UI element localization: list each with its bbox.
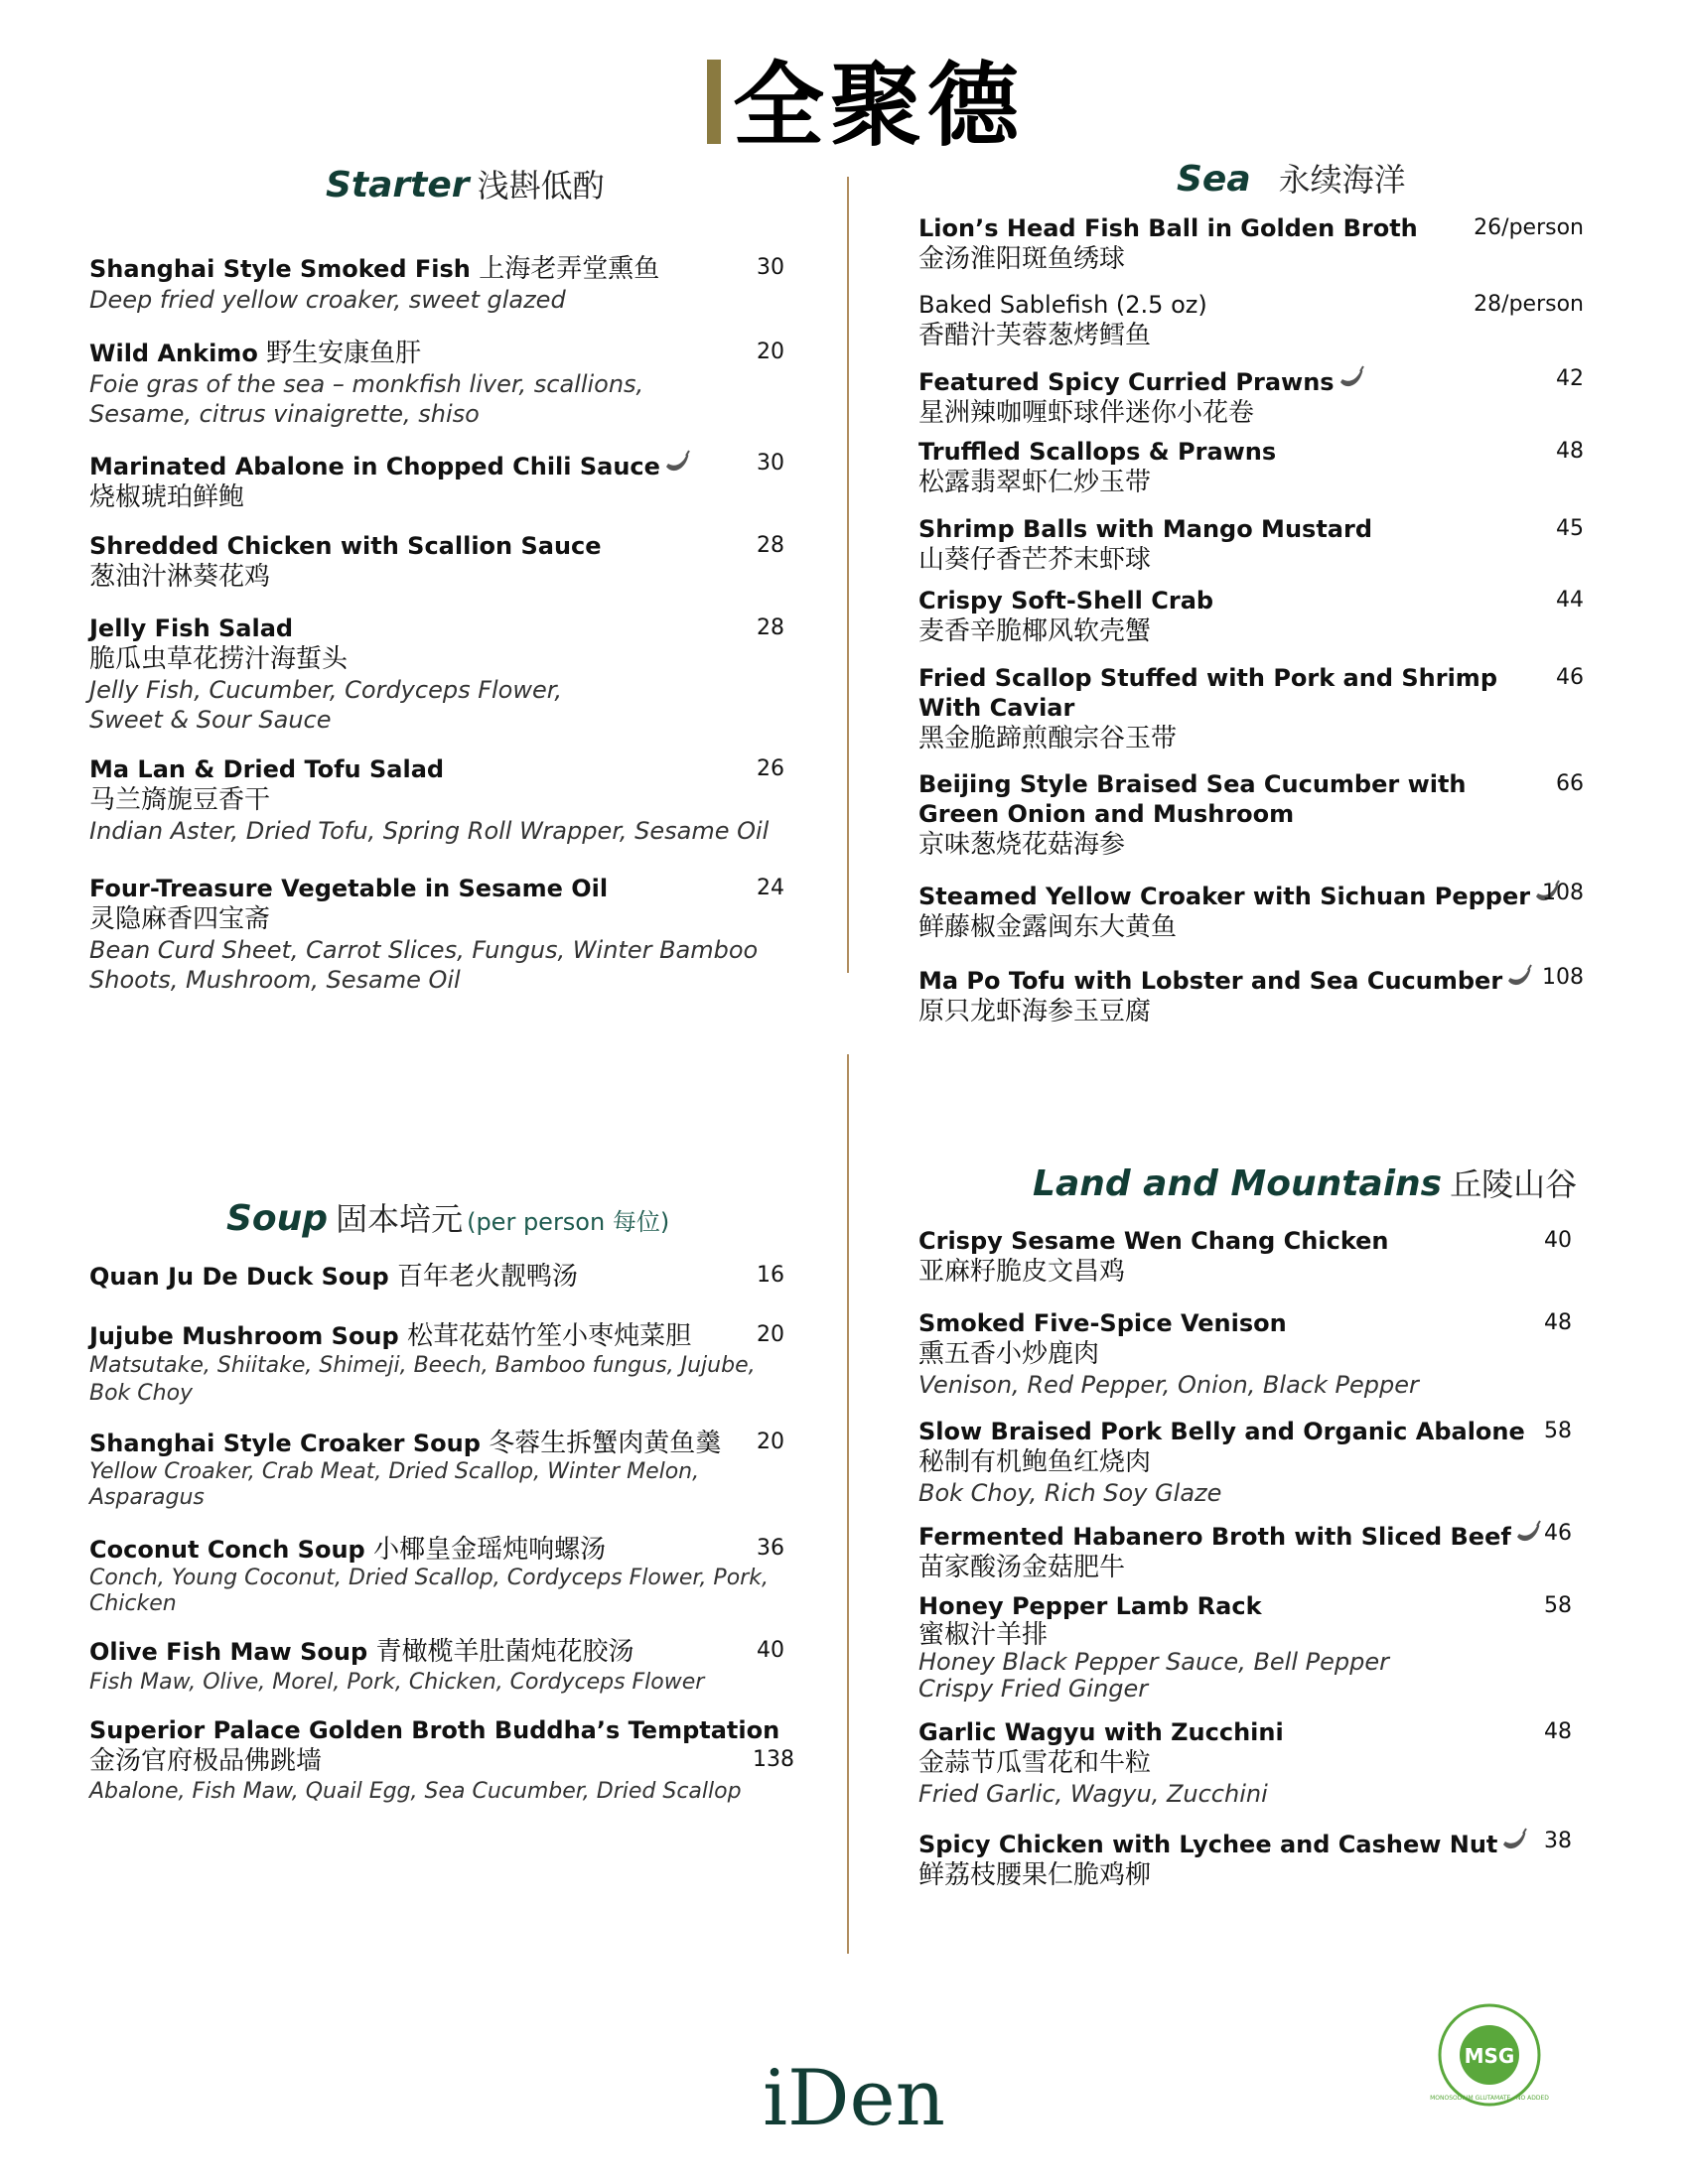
item-price: 24 xyxy=(757,876,784,900)
menu-item: Olive Fish Maw Soup 青橄榄羊肚菌炖花胶汤 Fish Maw, Olive, Morel, Pork, Chicken, Cordyceps Flower 40 xyxy=(89,1637,784,1695)
item-price: 40 xyxy=(757,1638,784,1663)
svg-text:MONOSODIUM GLUTAMATE · NO ADDE: MONOSODIUM GLUTAMATE · NO ADDED xyxy=(1430,2095,1549,2102)
land-title xyxy=(1033,1163,1577,1204)
menu-item: Shrimp Balls with Mango Mustard 山葵仔香芒芥末虾球 45 xyxy=(918,515,1584,575)
no-msg-badge xyxy=(1430,2000,1549,2110)
land-title-en: Land and Mountains xyxy=(1033,1163,1443,1204)
soup-title-en: Soup xyxy=(226,1198,329,1239)
item-price: 26 xyxy=(757,756,784,781)
soup-title-zh: 固本培元 xyxy=(336,1200,464,1238)
chili-pepper-icon xyxy=(1513,1519,1543,1549)
menu-item: Fermented Habanero Broth with Sliced Beef 苗家酸汤金菇肥牛 46 xyxy=(918,1521,1572,1582)
starter-title xyxy=(326,165,605,205)
item-price: 20 xyxy=(757,340,784,364)
iden-logo-graphic xyxy=(763,2035,945,2144)
menu-item: Shanghai Style Smoked Fish 上海老弄堂熏鱼 Deep fried yellow croaker, sweet glazed 30 xyxy=(89,254,784,314)
item-price: 16 xyxy=(757,1263,784,1288)
menu-item: Marinated Abalone in Chopped Chili Sauce 烧椒琥珀鲜鲍 30 xyxy=(89,451,784,512)
menu-item: Honey Pepper Lamb Rack 蜜椒汁羊排 Honey Black Pepper Sauce, Bell Pepper Crispy Fried Ginger 58 xyxy=(918,1592,1572,1703)
menu-item: Smoked Five-Spice Venison 熏五香小炒鹿肉 Venison, Red Pepper, Onion, Black Pepper 48 xyxy=(918,1309,1572,1399)
sea-title-zh: 永续海洋 xyxy=(1278,161,1406,199)
menu-item: Truffled Scallops & Prawns 松露翡翠虾仁炒玉带 48 xyxy=(918,438,1584,497)
item-price: 42 xyxy=(1556,366,1584,391)
logo-seal-bar xyxy=(707,60,721,144)
land-title-zh: 丘陵山谷 xyxy=(1450,1165,1578,1203)
item-price: 28 xyxy=(757,615,784,640)
menu-item: Shredded Chicken with Scallion Sauce 葱油汁淋葵花鸡 28 xyxy=(89,532,784,592)
menu-item: Lion’s Head Fish Ball in Golden Broth 金汤淮阳斑鱼绣球 26/person xyxy=(918,214,1584,274)
item-price: 48 xyxy=(1544,1310,1572,1335)
item-price: 138 xyxy=(753,1747,794,1772)
item-price: 30 xyxy=(757,255,784,280)
item-price: 38 xyxy=(1544,1829,1572,1853)
item-price: 46 xyxy=(1556,665,1584,690)
menu-item: Coconut Conch Soup 小椰皇金瑶炖响螺汤 Conch, Young Coconut, Dried Scallop, Cordyceps Flower, Pork, Chicken 36 xyxy=(89,1535,784,1616)
menu-item: Baked Sablefish (2.5 oz) 香醋汁芙蓉葱烤鳕鱼 28/person xyxy=(918,291,1584,350)
svg-text:iDen: iDen xyxy=(763,2054,945,2143)
menu-item: Jujube Mushroom Soup 松茸花菇竹笙小枣炖菜胆 Matsutake, Shiitake, Shimeji, Beech, Bamboo fungus, Jujube, Bok Choy 20 xyxy=(89,1321,784,1406)
menu-item: Slow Braised Pork Belly and Organic Abalone 秘制有机鲍鱼红烧肉 Bok Choy, Rich Soy Glaze 58 xyxy=(918,1418,1572,1507)
menu-item: Superior Palace Golden Broth Buddha’s Temptation 金汤官府极品佛跳墙 Abalone, Fish Maw, Quail Egg, Sea Cucumber, Dried Scallop 138 xyxy=(89,1716,794,1804)
chili-pepper-icon xyxy=(1504,963,1534,993)
item-description: Deep fried yellow croaker, sweet glazed xyxy=(89,286,566,314)
soup-title xyxy=(226,1198,669,1239)
item-price: 58 xyxy=(1544,1593,1572,1618)
menu-item: Crispy Sesame Wen Chang Chicken 亚麻籽脆皮文昌鸡 40 xyxy=(918,1227,1572,1287)
menu-item: Fried Scallop Stuffed with Pork and Shrimp With Caviar 黑金脆蹄煎酿宗谷玉带 46 xyxy=(918,664,1584,753)
item-price: 45 xyxy=(1556,516,1584,541)
item-price: 66 xyxy=(1556,771,1584,796)
item-price: 40 xyxy=(1544,1228,1572,1253)
logo-text: 全聚德 xyxy=(733,52,1026,159)
item-price: 108 xyxy=(1542,965,1584,990)
menu-item: Steamed Yellow Croaker with Sichuan Pepper 鲜藤椒金露闽东大黄鱼 108 xyxy=(918,881,1584,942)
column-divider-top xyxy=(847,177,849,973)
item-price: 30 xyxy=(757,451,784,476)
item-price: 26/person xyxy=(1474,215,1584,240)
sea-title-en: Sea xyxy=(1177,159,1251,200)
item-price: 28/person xyxy=(1474,292,1584,317)
item-price: 108 xyxy=(1542,881,1584,905)
item-price: 20 xyxy=(757,1430,784,1454)
svg-text:MSG: MSG xyxy=(1464,2044,1515,2068)
chili-pepper-icon xyxy=(662,449,692,478)
sea-title xyxy=(1177,159,1406,200)
iden-logo xyxy=(763,2035,945,2144)
item-price: 48 xyxy=(1556,439,1584,464)
soup-title-note: (per person 每位) xyxy=(467,1208,670,1236)
logo-graphic xyxy=(705,50,1026,159)
menu-item: Ma Po Tofu with Lobster and Sea Cucumber 原只龙虾海参玉豆腐 108 xyxy=(918,965,1584,1026)
menu-item: Garlic Wagyu with Zucchini 金蒜节瓜雪花和牛粒 Fried Garlic, Wagyu, Zucchini 48 xyxy=(918,1718,1572,1808)
chili-pepper-icon xyxy=(1499,1827,1529,1856)
menu-item: Four-Treasure Vegetable in Sesame Oil 灵隐麻香四宝斋 Bean Curd Sheet, Carrot Slices, Fungus, Winter Bamboo Shoots, Mushroom, Sesame Oil 24 xyxy=(89,875,784,994)
menu-item: Jelly Fish Salad 脆瓜虫草花捞汁海蜇头 Jelly Fish, Cucumber, Cordyceps Flower, Sweet & Sour Sauce 28 xyxy=(89,614,784,734)
starter-title-zh: 浅斟低酌 xyxy=(477,167,605,205)
menu-item: Crispy Soft-Shell Crab 麦香辛脆椰风软壳蟹 44 xyxy=(918,587,1584,646)
menu-item: Ma Lan & Dried Tofu Salad 马兰旖旎豆香干 Indian Aster, Dried Tofu, Spring Roll Wrapper, Sesame Oil 26 xyxy=(89,755,784,845)
menu-item: Shanghai Style Croaker Soup 冬蓉生拆蟹肉黄鱼羹 Yellow Croaker, Crab Meat, Dried Scallop, Winter Melon, Asparagus 20 xyxy=(89,1429,784,1510)
menu-item: Wild Ankimo 野生安康鱼肝 Foie gras of the sea – monkfish liver, scallions, Sesame, citrus vinaigrette, shiso 20 xyxy=(89,339,784,428)
item-price: 36 xyxy=(757,1536,784,1561)
menu-item: Quan Ju De Duck Soup 百年老火靓鸭汤 16 xyxy=(89,1262,784,1292)
menu-item: Spicy Chicken with Lychee and Cashew Nut 鲜荔枝腰果仁脆鸡柳 38 xyxy=(918,1829,1572,1890)
item-price: 48 xyxy=(1544,1719,1572,1744)
item-price: 28 xyxy=(757,533,784,558)
menu-item: Featured Spicy Curried Prawns 星洲辣咖喱虾球伴迷你小花卷 42 xyxy=(918,366,1584,428)
item-price: 20 xyxy=(757,1322,784,1347)
item-price: 44 xyxy=(1556,588,1584,613)
msg-badge-graphic xyxy=(1430,2000,1549,2110)
restaurant-logo xyxy=(705,50,1026,159)
starter-title-en: Starter xyxy=(326,165,470,205)
item-price: 58 xyxy=(1544,1419,1572,1443)
menu-item: Beijing Style Braised Sea Cucumber with Green Onion and Mushroom 京味葱烧花菇海参 66 xyxy=(918,770,1584,860)
column-divider-bottom xyxy=(847,1054,849,1954)
chili-pepper-icon xyxy=(1336,364,1366,394)
item-price: 46 xyxy=(1544,1521,1572,1546)
